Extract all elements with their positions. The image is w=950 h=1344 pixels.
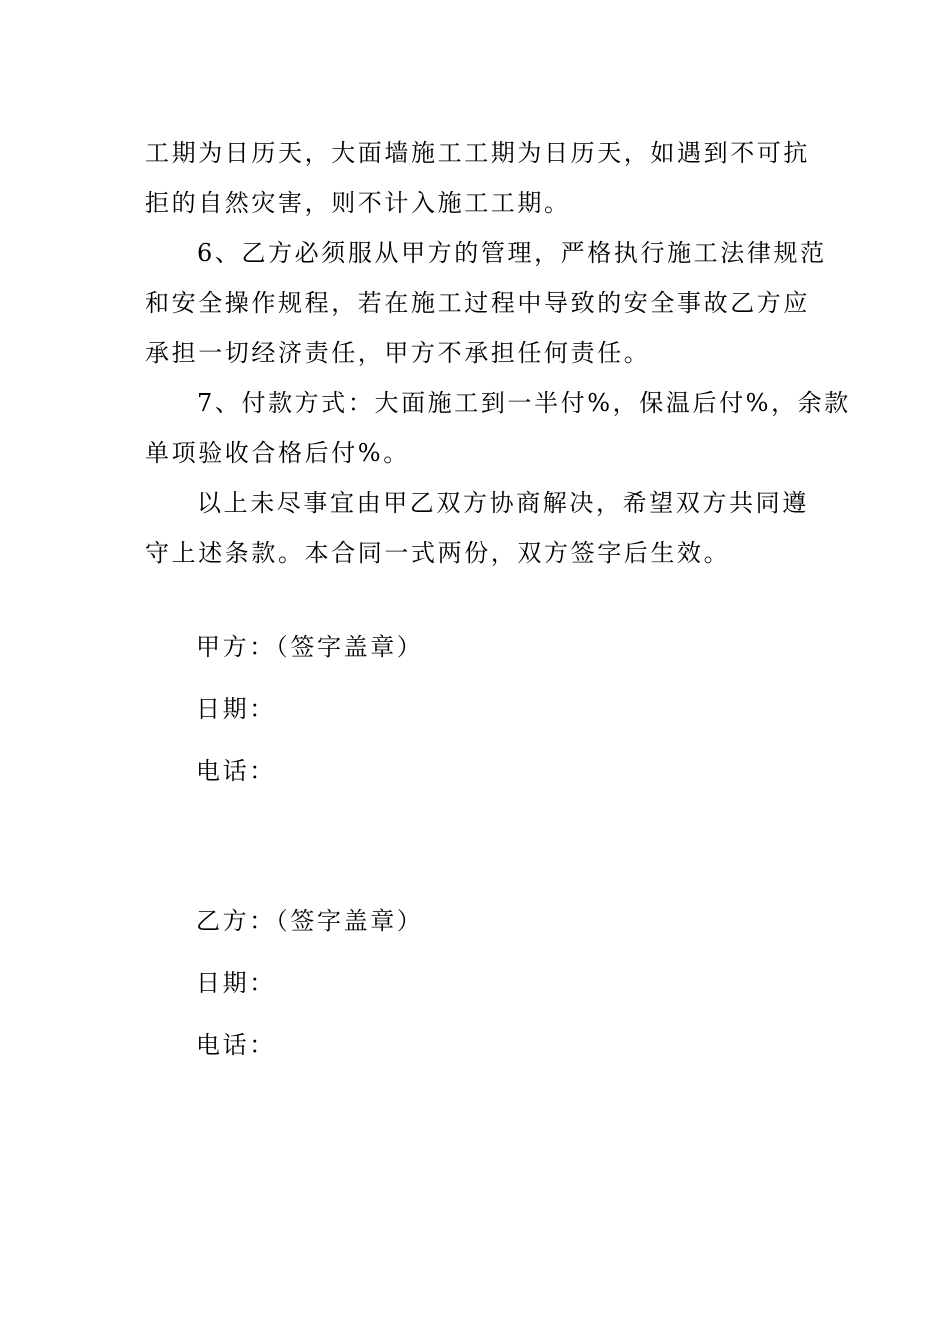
paragraph-closing bbox=[145, 478, 810, 578]
party-a-signature-label: 甲方：（签字盖章） bbox=[196, 633, 424, 661]
paragraph-clause-7 bbox=[145, 378, 851, 478]
contract-body bbox=[145, 128, 851, 578]
party-a-phone-label: 电话： bbox=[196, 757, 276, 785]
text-line: 和安全操作规程，若在施工过程中导致的安全事故乙方应 bbox=[145, 289, 810, 317]
text-line: 守上述条款。本合同一式两份，双方签字后生效。 bbox=[145, 539, 731, 567]
text-line: 单项验收合格后付%。 bbox=[145, 439, 410, 467]
party-b-signature-label: 乙方：（签字盖章） bbox=[196, 907, 424, 935]
party-b-phone-label: 电话： bbox=[196, 1031, 276, 1059]
paragraph-clause-6 bbox=[145, 228, 827, 378]
paragraph-schedule bbox=[145, 128, 810, 228]
text-line: 6、乙方必须服从甲方的管理，严格执行施工法律规范 bbox=[197, 239, 827, 267]
text-line: 工期为日历天，大面墙施工工期为日历天，如遇到不可抗 bbox=[145, 139, 810, 167]
text-line: 承担一切经济责任，甲方不承担任何责任。 bbox=[145, 339, 651, 367]
text-line: 以上未尽事宜由甲乙双方协商解决，希望双方共同遵 bbox=[197, 489, 809, 517]
text-line: 拒的自然灾害，则不计入施工工期。 bbox=[145, 189, 571, 217]
party-a-date-label: 日期： bbox=[196, 695, 276, 723]
party-b-date-label: 日期： bbox=[196, 969, 276, 997]
text-line: 7、付款方式：大面施工到一半付%，保温后付%，余款 bbox=[197, 389, 851, 417]
